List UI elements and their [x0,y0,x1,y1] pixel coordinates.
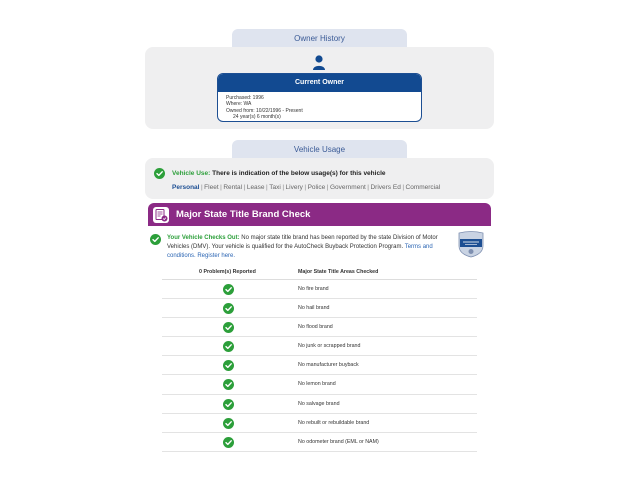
brand-ok-text: No major state title brand has been reported by the state Division of Motor Vehicles (DMV). Your vehicle is qualified for the AutoCheck Buyback Protection Program. [167,235,438,250]
terms-register-link[interactable]: Terms and conditions. Register here. [167,244,433,259]
brand-area-label: No lemon brand [298,381,336,388]
usage-check-icon [154,168,165,179]
usage-type-commercial: Commercial [405,184,441,191]
table-row [162,414,477,433]
usage-type-drivers-ed: Drivers Ed [370,184,401,191]
problems-label: Problem(s) Reported [203,269,256,275]
current-owner-card [217,73,422,122]
usage-separator: | [266,184,268,191]
person-icon [312,55,326,71]
owner-history-tab-label: Owner History [294,34,345,43]
vehicle-usage-tab [232,140,407,160]
usage-type-government: Government [329,184,366,191]
brand-area-label: No rebuilt or rebuildable brand [298,419,370,426]
owner-details [218,92,421,122]
check-icon [223,303,234,314]
brand-area-label: No manufacturer buyback [298,362,359,369]
vehicle-use-statement [172,170,386,177]
usage-type-livery: Livery [285,184,303,191]
check-icon [223,360,234,371]
check-icon [223,284,234,295]
usage-type-lease: Lease [246,184,265,191]
brand-check-title: Major State Title Brand Check [176,209,311,220]
check-icon [223,322,234,333]
brand-area-label: No odometer brand (EML or NAM) [298,438,379,445]
buyback-protection-badge-icon [456,230,486,258]
usage-separator: | [220,184,222,191]
brand-table-body [162,280,477,452]
owner-history-tab [232,29,407,49]
areas-column-header: Major State Title Areas Checked [298,269,379,275]
document-check-icon [152,206,170,224]
table-row [162,356,477,375]
usage-type-police: Police [307,184,326,191]
usage-separator: | [200,184,203,191]
usage-separator: | [402,184,405,191]
check-icon [223,399,234,410]
problems-count: 0 [199,269,202,275]
vehicle-usage-tab-label: Vehicle Usage [293,145,346,154]
check-icon [223,418,234,429]
table-row [162,280,477,299]
usage-separator: | [326,184,329,191]
usage-separator: | [282,184,285,191]
usage-type-taxi: Taxi [269,184,281,191]
usage-type-list [172,184,440,191]
current-owner-title: Current Owner [218,74,421,92]
brand-check-table [162,266,477,452]
owner-where: Where: WA [226,101,252,108]
table-row [162,299,477,318]
check-icon [223,437,234,448]
brand-check-statement [167,234,449,261]
usage-separator: | [243,184,246,191]
brand-area-label: No hail brand [298,305,330,312]
usage-type-personal: Personal [172,184,200,191]
table-row [162,337,477,356]
vehicle-use-label: Vehicle Use: [172,170,211,177]
table-row [162,433,477,452]
brand-ok-check-icon [150,234,161,245]
brand-ok-label: Your Vehicle Checks Out: [167,235,240,241]
brand-area-label: No salvage brand [298,400,340,407]
owner-purchased: Purchased: 1996 [226,95,264,101]
brand-area-label: No junk or scrapped brand [298,343,361,350]
brand-table-header [162,266,477,280]
brand-area-label: No flood brand [298,324,333,331]
usage-separator: | [367,184,369,191]
check-icon [223,341,234,352]
vehicle-use-text: There is indication of the below usage(s) for this vehicle [212,170,386,177]
owner-owned-from: Owned from: 10/22/1996 - Present [226,107,303,114]
owner-duration: 24 year(s) 6 month(s) [233,113,281,120]
check-icon [223,379,234,390]
brand-area-label: No fire brand [298,286,329,292]
problems-column-header [199,269,256,275]
usage-type-rental: Rental [223,184,243,191]
table-row [162,395,477,414]
table-row [162,375,477,394]
table-row [162,318,477,337]
usage-type-fleet: Fleet [204,184,219,191]
usage-separator: | [304,184,307,191]
vehicle-usage-panel [145,158,494,199]
